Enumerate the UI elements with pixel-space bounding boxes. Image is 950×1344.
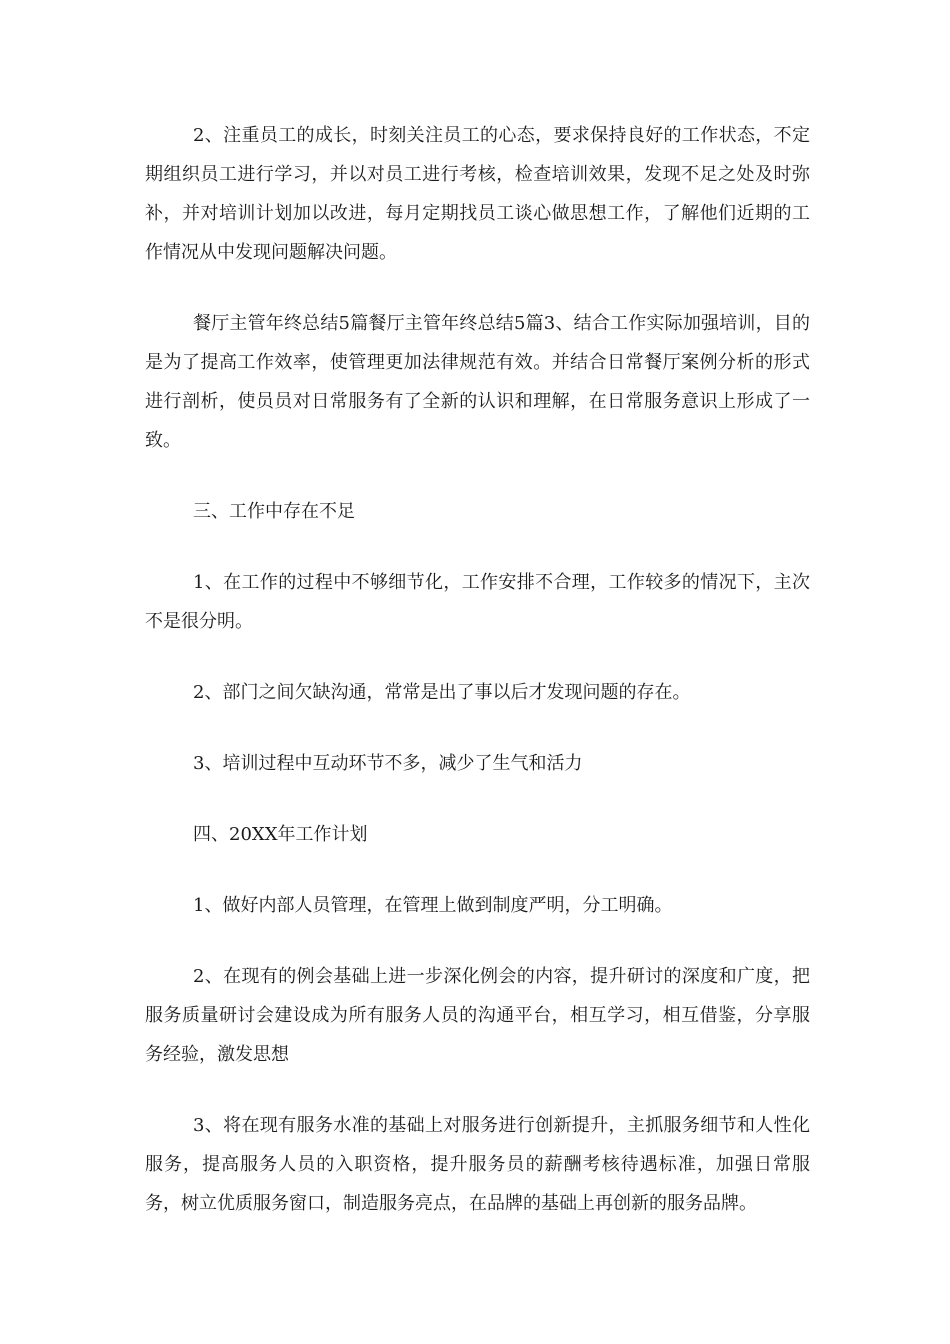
section-heading-shortcomings: 三、工作中存在不足 (193, 501, 355, 522)
paragraph-training: 餐厅主管年终总结5篇餐厅主管年终总结5篇3、结合工作实际加强培训，目的是为了提高工作效率，使管理更加法律规范有效。并结合日常餐厅案例分析的形式进行剖析，使员员对日常服务有了全新的认识和理解，在日常服务意识上形成了一致。 (145, 313, 810, 451)
paragraph-plan-1: 1、做好内部人员管理，在管理上做到制度严明，分工明确。 (193, 895, 673, 916)
document-body (145, 116, 810, 1255)
paragraph-shortcoming-2: 2、部门之间欠缺沟通，常常是出了事以后才发现问题的存在。 (193, 682, 691, 703)
section-heading-work-plan: 四、20XX年工作计划 (193, 824, 368, 845)
paragraph-plan-3: 3、将在现有服务水准的基础上对服务进行创新提升，主抓服务细节和人性化服务，提高服务人员的入职资格，提升服务员的薪酬考核待遇标准，加强日常服务，树立优质服务窗口，制造服务亮点，在品牌的基础上再创新的服务品牌。 (145, 1115, 810, 1214)
paragraph-plan-2: 2、在现有的例会基础上进一步深化例会的内容，提升研讨的深度和广度，把服务质量研讨会建设成为所有服务人员的沟通平台，相互学习，相互借鉴，分享服务经验，激发思想 (145, 966, 810, 1065)
paragraph-staff-growth: 2、注重员工的成长，时刻关注员工的心态，要求保持良好的工作状态，不定期组织员工进行学习，并以对员工进行考核，检查培训效果，发现不足之处及时弥补，并对培训计划加以改进，每月定期找员工谈心做思想工作，了解他们近期的工作情况从中发现问题解决问题。 (145, 125, 810, 263)
paragraph-shortcoming-3: 3、培训过程中互动环节不多，减少了生气和活力 (193, 753, 583, 774)
paragraph-shortcoming-1: 1、在工作的过程中不够细节化，工作安排不合理，工作较多的情况下，主次不是很分明。 (145, 572, 810, 632)
